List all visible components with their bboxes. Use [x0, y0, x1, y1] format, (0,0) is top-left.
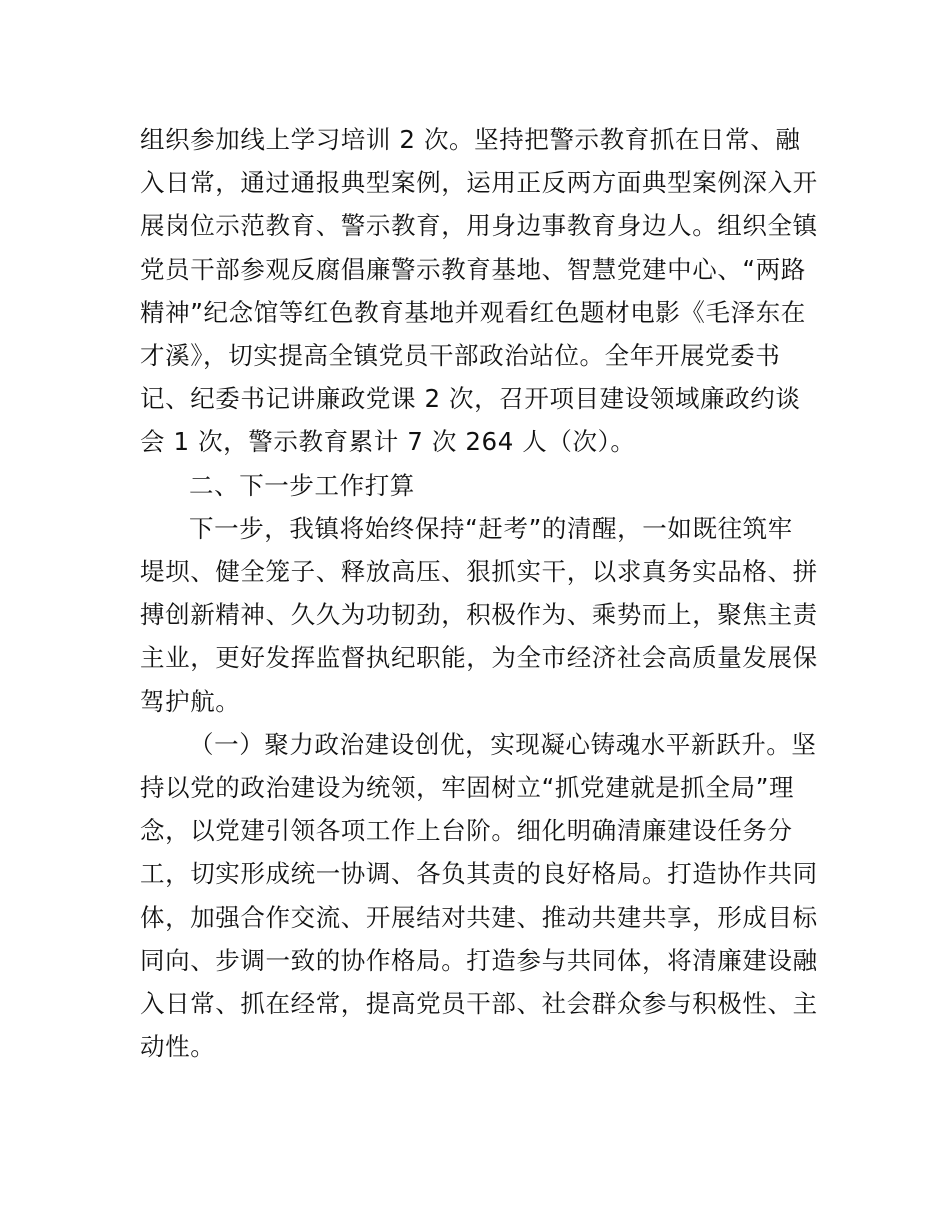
text-line: 同向、步调一致的协作格局。打造参与共同体，将清廉建设融	[140, 945, 818, 975]
text-line: 搏创新精神、久久为功韧劲，积极作为、乘势而上，聚焦主责	[140, 600, 818, 630]
section-heading-next-steps	[140, 464, 812, 507]
text-line: 体，加强合作交流、开展结对共建、推动共建共享，形成目标	[140, 902, 818, 932]
text-line: 入日常、抓在经常，提高党员干部、社会群众参与积极性、主	[140, 989, 818, 1019]
paragraph-political-construction	[140, 723, 818, 1069]
text-line: 工，切实形成统一协调、各负其责的良好格局。打造协作共同	[140, 859, 818, 889]
text-line: （一）聚力政治建设创优，实现凝心铸魂水平新跃升。坚	[189, 729, 817, 759]
paragraph-training-warning-education	[140, 118, 818, 464]
text-line: 组织参加线上学习培训 2 次。坚持把警示教育抓在日常、融	[140, 125, 801, 154]
text-line: 下一步，我镇将始终保持“赶考”的清醒，一如既往筑牢	[189, 513, 793, 543]
section-heading: 二、下一步工作打算	[189, 470, 415, 500]
paragraph-next-steps	[140, 507, 818, 723]
text-line: 记、纪委书记讲廉政党课 2 次，召开项目建设领域廉政约谈	[140, 384, 801, 414]
text-line: 展岗位示范教育、警示教育，用身边事教育身边人。组织全镇	[140, 211, 818, 241]
text-line: 持以党的政治建设为统领，牢固树立“抓党建就是抓全局”理	[140, 773, 795, 803]
text-line: 精神”纪念馆等红色教育基地并观看红色题材电影《毛泽东在	[140, 297, 806, 327]
text-line: 党员干部参观反腐倡廉警示教育基地、智慧党建中心、“两路	[140, 254, 806, 284]
text-line: 入日常，通过通报典型案例，运用正反两方面典型案例深入开	[140, 168, 818, 198]
text-line: 堤坝、健全笼子、释放高压、狠抓实干，以求真务实品格、拼	[140, 557, 818, 587]
text-line: 会 1 次，警示教育累计 7 次 264 人（次）。	[140, 427, 636, 457]
text-line: 主业，更好发挥监督执纪职能，为全市经济社会高质量发展保	[140, 643, 818, 673]
text-line: 动性。	[140, 1032, 216, 1062]
document-body	[140, 118, 818, 1068]
text-line: 驾护航。	[140, 686, 241, 716]
text-line: 才溪》，切实提高全镇党员干部政治站位。全年开展党委书	[140, 341, 781, 371]
text-line: 念，以党建引领各项工作上台阶。细化明确清廉建设任务分	[140, 816, 793, 846]
